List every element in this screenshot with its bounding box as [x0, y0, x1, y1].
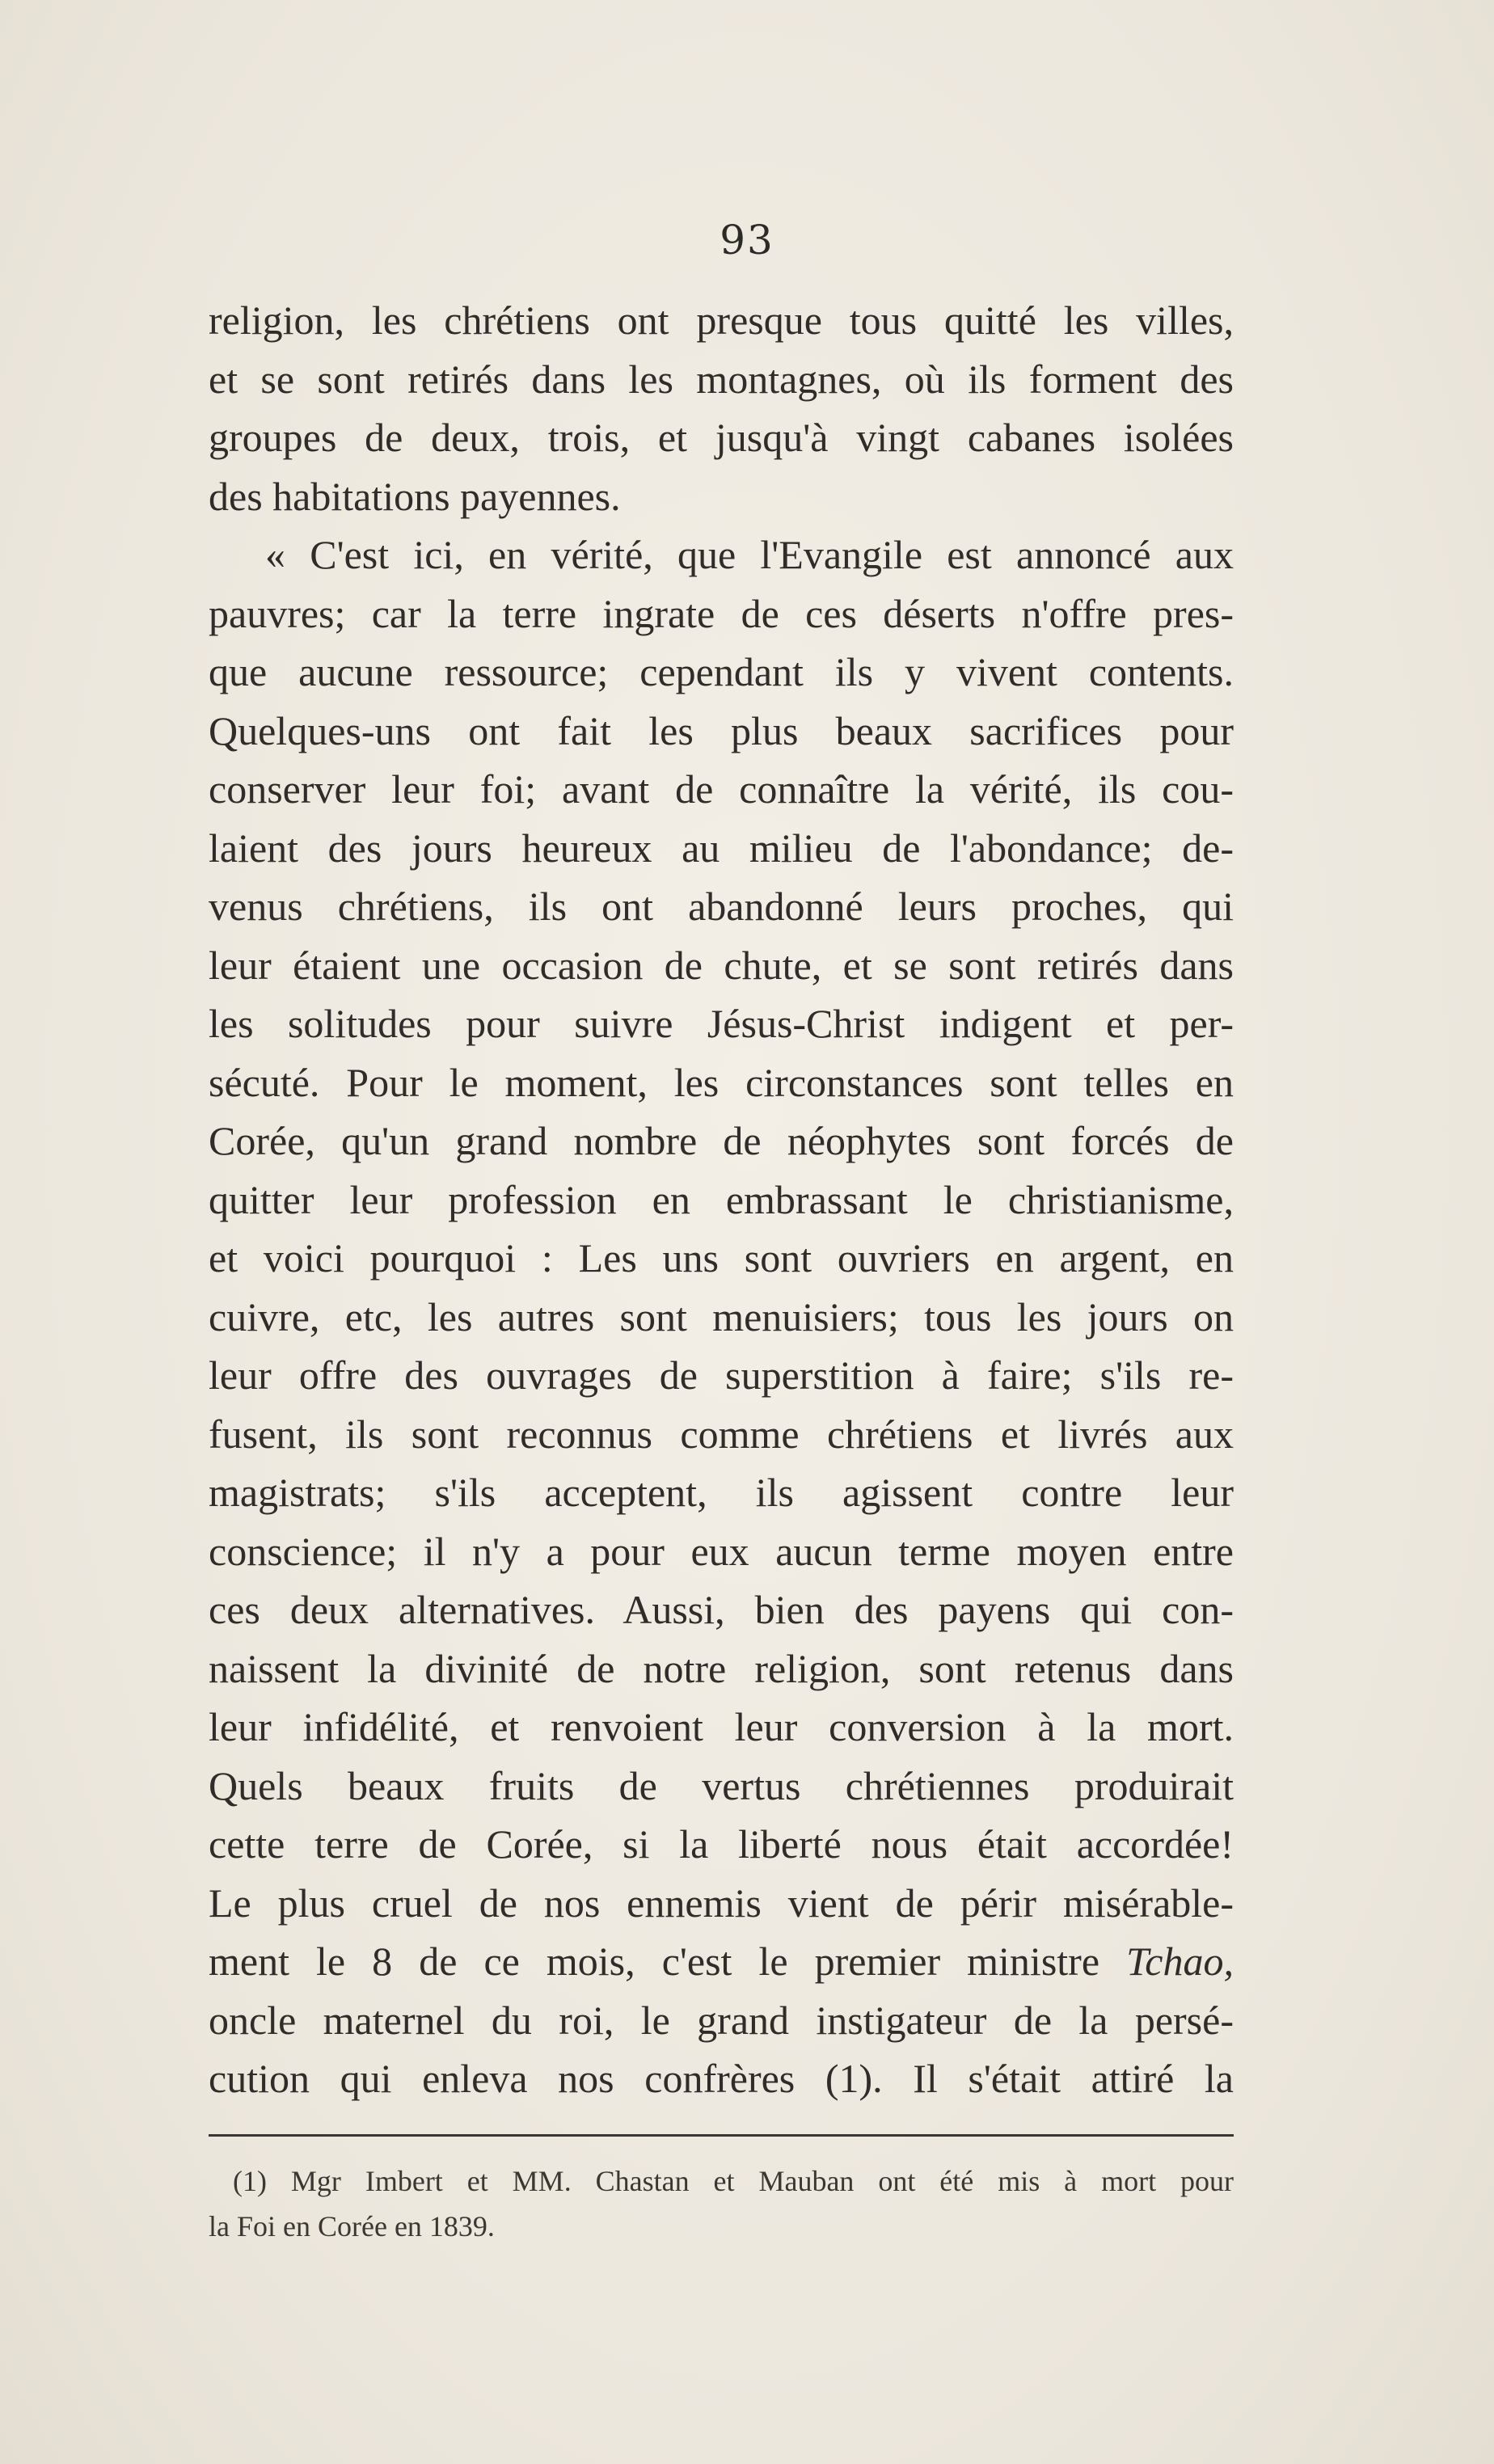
text-line: naissent la divinité de notre religion, sont retenus dans	[209, 1645, 1234, 1691]
text-line: Quels beaux fruits de vertus chrétiennes produirait	[209, 1762, 1234, 1808]
text-line: et voici pourquoi : Les uns sont ouvriers en argent, en	[209, 1235, 1234, 1281]
footnote	[209, 2158, 1234, 2249]
text-line: cette terre de Corée, si la liberté nous était accordée!	[209, 1821, 1234, 1867]
text-line: les solitudes pour suivre Jésus-Christ indigent et per-	[209, 1001, 1234, 1046]
text-line: laient des jours heureux au milieu de l'abondance; de-	[209, 825, 1234, 871]
text-line: Corée, qu'un grand nombre de néophytes sont forcés de	[209, 1118, 1234, 1163]
footnote-line: la Foi en Corée en 1839.	[209, 2210, 495, 2242]
text-line: quitter leur profession en embrassant le christianisme,	[209, 1176, 1234, 1222]
text-line: magistrats; s'ils acceptent, ils agissent contre leur	[209, 1470, 1234, 1515]
text-line: Quelques-uns ont fait les plus beaux sacrifices pour	[209, 707, 1234, 753]
text-line: religion, les chrétiens ont presque tous quitté les villes,	[209, 297, 1234, 343]
italic-name: Tchao,	[1126, 1939, 1234, 1984]
text-line: Le plus cruel de nos ennemis vient de périr misérable-	[209, 1880, 1234, 1926]
text-line: sécuté. Pour le moment, les circonstances sont telles en	[209, 1059, 1234, 1105]
body-text	[209, 291, 1234, 2108]
text-line: cution qui enleva nos confrères (1). Il s'était attiré la	[209, 2056, 1234, 2101]
footnote-line: (1) Mgr Imbert et MM. Chastan et Mauban ont été mis à mort pour	[233, 2165, 1234, 2197]
text-line: leur offre des ouvrages de superstition à faire; s'ils re-	[209, 1352, 1234, 1398]
text-line: cuivre, etc, les autres sont menuisiers; tous les jours on	[209, 1293, 1234, 1340]
text-line: « C'est ici, en vérité, que l'Evangile est annoncé aux	[265, 532, 1234, 577]
text-line-with-italic	[209, 1932, 1234, 1991]
text-line: pauvres; car la terre ingrate de ces déserts n'offre pres-	[209, 590, 1234, 636]
text-segment: ment le 8 de ce mois, c'est le premier ministre	[209, 1939, 1100, 1984]
text-line: leur étaient une occasion de chute, et se sont retirés dans	[209, 942, 1234, 988]
text-line: que aucune ressource; cependant ils y vivent contents.	[209, 649, 1234, 694]
footnote-divider	[209, 2134, 1234, 2137]
text-line: venus chrétiens, ils ont abandonné leurs proches, qui	[209, 884, 1234, 929]
text-line: leur infidélité, et renvoient leur conversion à la mort.	[209, 1704, 1234, 1749]
text-line: ces deux alternatives. Aussi, bien des payens qui con-	[209, 1587, 1234, 1632]
page-number: 93	[720, 217, 774, 264]
text-line: oncle maternel du roi, le grand instigateur de la persé-	[209, 1997, 1234, 2043]
text-line: conscience; il n'y a pour eux aucun terme moyen entre	[209, 1528, 1234, 1574]
text-line: des habitations payennes.	[209, 473, 621, 519]
text-line: et se sont retirés dans les montagnes, où ils forment des	[209, 356, 1234, 402]
text-line: groupes de deux, trois, et jusqu'à vingt cabanes isolées	[209, 415, 1234, 460]
text-line: conserver leur foi; avant de connaître la vérité, ils cou-	[209, 766, 1234, 812]
text-line: fusent, ils sont reconnus comme chrétiens et livrés aux	[209, 1411, 1234, 1457]
